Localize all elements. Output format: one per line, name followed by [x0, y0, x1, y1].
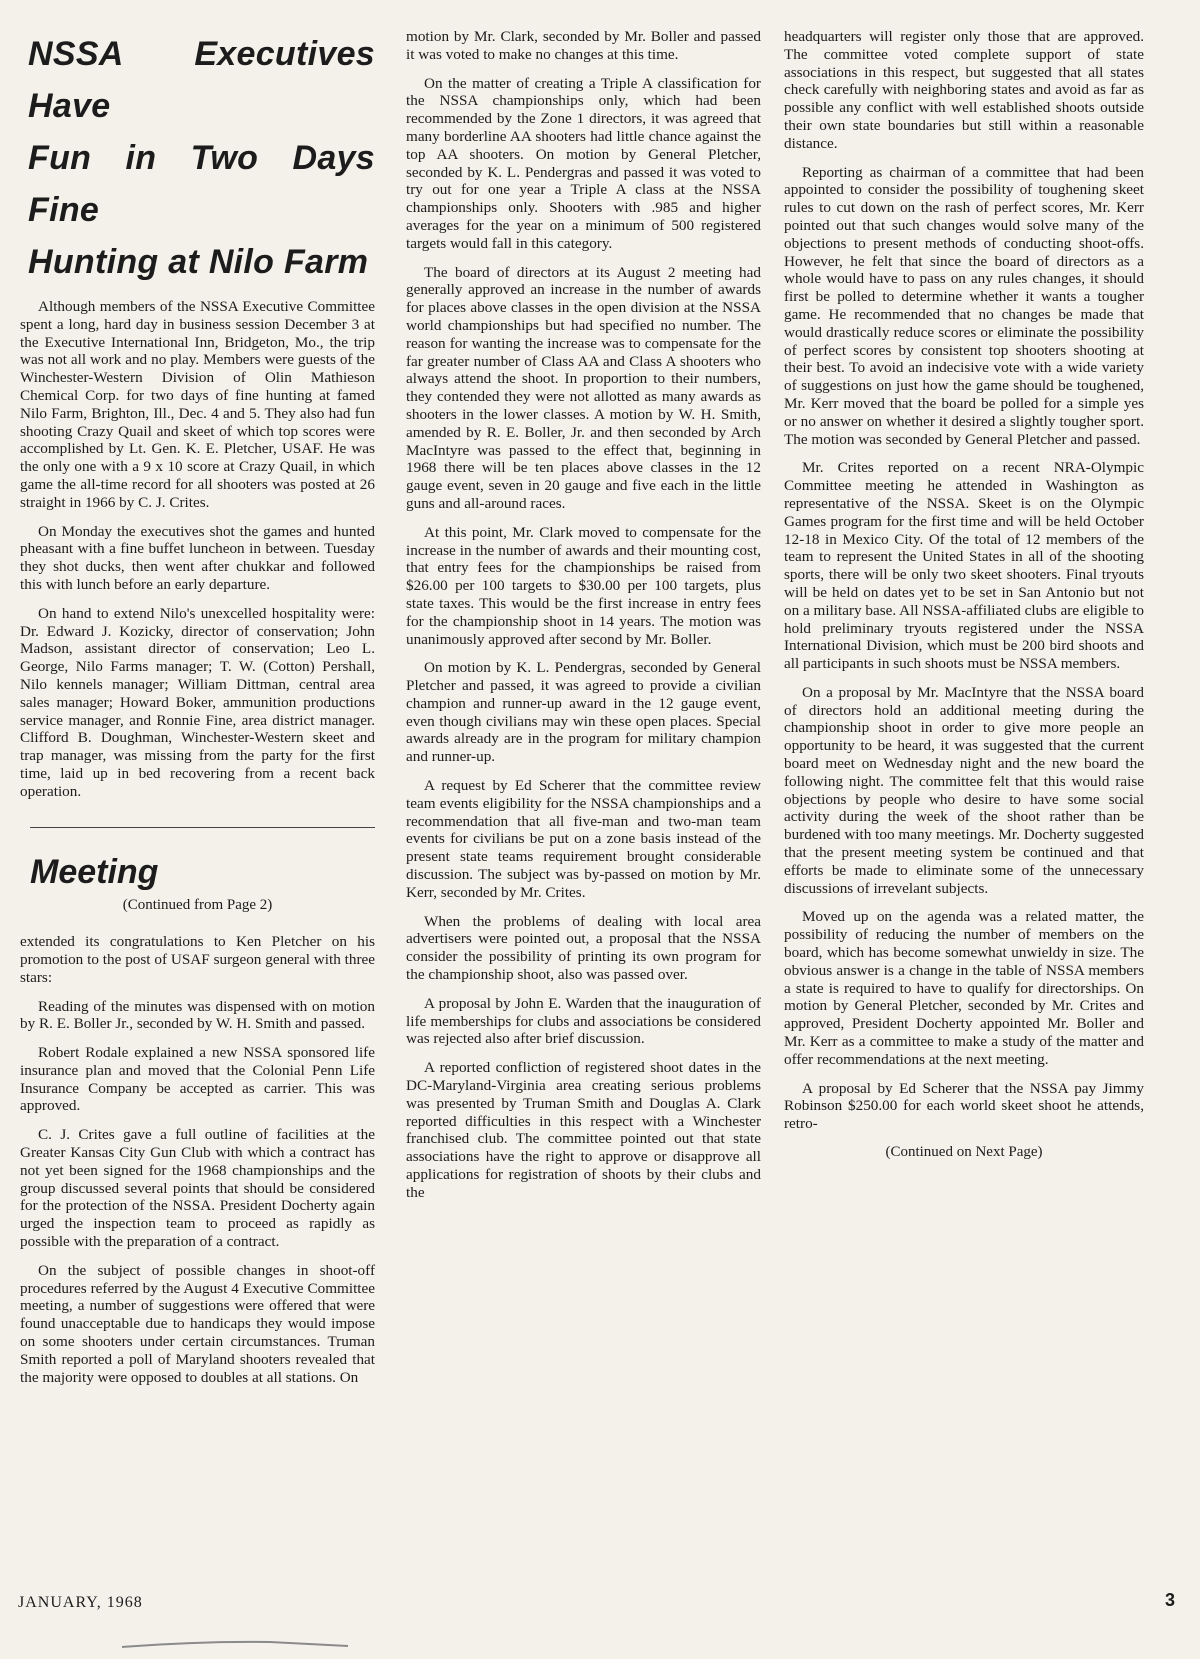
column-2 [406, 28, 761, 1213]
article-paragraph: A proposal by Ed Scherer that the NSSA pay Jimmy Robinson $250.00 for each world skeet shoot he attends, retro- [784, 1079, 1144, 1133]
column-1 [20, 28, 375, 1397]
article-paragraph: headquarters will register only those that are approved. The committee voted complete support of state associations in this respect, but suggested that all states check carefully with neighboring states and avoid as far as possible any conflict with well established shoots outside their own state boundaries but still within a reasonable distance. [784, 28, 1144, 152]
article-paragraph: motion by Mr. Clark, seconded by Mr. Boller and passed it was voted to make no changes at this time. [406, 28, 761, 63]
issue-date: JANUARY, 1968 [18, 1594, 143, 1611]
article-headline [28, 28, 375, 288]
section-divider [30, 827, 375, 828]
article-paragraph: On the matter of creating a Triple A classification for the NSSA championships only, which had been recommended by the Zone 1 directors, it was agreed that many borderline AA shooters had little chance against the top AA shooters. On motion by General Pletcher, seconded by K. L. Pendergras and passed it was voted to try out for one year a Triple A class at the NSSA championships only. Shooters with .985 and higher averages for the year on a minimum of 500 registered targets would fall in this category. [406, 74, 761, 252]
article-paragraph: At this point, Mr. Clark moved to compensate for the increase in the number of awards and their mounting cost, that entry fees for the championships be raised from $26.00 per 100 targets to $30.00 per 100 targets, plus state taxes. This would be the first increase in entry fees for the championship shoot in 14 years. The motion was unanimously approved after second by Mr. Boller. [406, 523, 761, 648]
article-paragraph: A reported confliction of registered shoot dates in the DC-Maryland-Virginia area creating serious problems was presented by Truman Smith and Douglas A. Clark reported difficulties in this respect with a Winchester franchised club. The committee pointed out that state associations have the right to approve or disapprove all applications for registration of shoots by their clubs and the [406, 1059, 761, 1201]
headline-line: Fun in Two Days Fine [28, 139, 375, 229]
continued-from-note: (Continued from Page 2) [122, 897, 273, 914]
article-paragraph: A proposal by John E. Warden that the inauguration of life memberships for clubs and associations be considered was rejected also after brief discussion. [406, 994, 761, 1048]
article-paragraph: When the problems of dealing with local area advertisers were pointed out, a proposal that the NSSA consider the possibility of printing its own program for the championship shoot, also was passed over. [406, 912, 761, 984]
article-paragraph: extended its congratulations to Ken Pletcher on his promotion to the post of USAF surgeon general with three stars: [20, 933, 375, 986]
scan-mark [120, 1640, 350, 1648]
article-paragraph: On Monday the executives shot the games and hunted pheasant with a fine buffet luncheon in between. Tuesday they shot ducks, then went after chukkar and followed this with lunch before an early departure. [20, 522, 375, 593]
page-number: 3 [1165, 1590, 1176, 1610]
meeting-heading: Meeting [30, 852, 159, 891]
article-paragraph: Robert Rodale explained a new NSSA sponsored life insurance plan and moved that the Colonial Penn Life Insurance Company be accepted as carrier. This was approved. [20, 1044, 375, 1115]
article-paragraph: On the subject of possible changes in shoot-off procedures referred by the August 4 Executive Committee meeting, a number of suggestions were offered that were found unacceptable due to handicaps they would impose on some shooters under certain circumstances. Truman Smith reported a poll of Maryland shooters revealed that the majority were opposed to doubles at all stations. On [20, 1261, 375, 1386]
continued-next-note: (Continued on Next Page) [885, 1144, 1043, 1161]
article-paragraph: On a proposal by Mr. MacIntyre that the NSSA board of directors hold an additional meeting during the championship shoot in order to give more people an opportunity to be heard, it was suggested that the current board meet on Wednesday night and the new board the following night. The committee felt that this would raise objections by people who desire to have some social activity during the week of the shoot rather than be burdened with too many meetings. Mr. Docherty suggested that the present meeting system be continued and that efforts be made to eliminate some of the unnecessary discussions of irrevelant subjects. [784, 683, 1144, 897]
headline-line: Hunting at Nilo Farm [28, 243, 369, 281]
article-paragraph: C. J. Crites gave a full outline of facilities at the Greater Kansas City Gun Club with which a contract has not yet been signed for the 1968 championships and the group discussed several points that should be considered for the protection of the NSSA. President Docherty again urged the inspection team to proceed as rapidly as possible with the preparation of a contract. [20, 1126, 375, 1251]
article-paragraph: Although members of the NSSA Executive Committee spent a long, hard day in business session December 3 at the Executive International Inn, Bridgeton, Mo., the trip was not all work and no play. Members were guests of the Winchester-Western Division of Olin Mathieson Chemical Corp. for two days of fine hunting at famed Nilo Farm, Brighton, Ill., Dec. 4 and 5. They also had fun shooting Crazy Quail and skeet of which top scores were accomplished by Lt. Gen. K. E. Pletcher, USAF. He was the only one with a 9 x 10 score at Crazy Quail, in which game the all-time record for all shooters was posted at 26 straight in 1966 by C. J. Crites. [20, 298, 375, 511]
article-paragraph: Reading of the minutes was dispensed with on motion by R. E. Boller Jr., seconded by W. H. Smith and passed. [20, 997, 375, 1033]
article-paragraph: The board of directors at its August 2 meeting had generally approved an increase in the number of awards for places above classes in the open division at the NSSA world championships but had specified no number. The reason for wanting the increase was to compensate for the far greater number of Class AA and Class A shooters who always attend the shoot. In proportion to their numbers, they contended they were not allotted as many awards as shooters in the lower classes. A motion by W. H. Smith, amended by R. E. Boller, Jr. and then seconded by Arch MacIntyre was passed to the effect that, beginning in 1968 there will be ten places above classes in the 12 gauge event, seven in 20 gauge and five each in the little guns and all-around races. [406, 263, 761, 512]
article-paragraph: Mr. Crites reported on a recent NRA-Olympic Committee meeting he attended in Washington as representative of the NSSA. Skeet is on the Olympic Games program for the first time and will be held October 12-18 in Mexico City. Of the total of 12 members of the team to represent the United States in all of the shooting sports, there will be only two skeet shooters. Final tryouts will be held on dates yet to be set in San Antonio but not on a military base. All NSSA-affiliated clubs are eligible to hold preliminary tryouts registered under the NSSA International Division, which must be 200 bird shoots and all participants in such shoots must be NSSA members. [784, 459, 1144, 673]
article-paragraph: Moved up on the agenda was a related matter, the possibility of reducing the number of members on the board, which has become somewhat unwieldy in size. The obvious answer is a change in the table of NSSA members a state is required to have to qualify for directorships. On motion by General Pletcher, seconded by Mr. Crites and approved, President Docherty appointed Mr. Boller and Mr. Kerr as a committee to make a study of the matter and offer recommendations at the next meeting. [784, 908, 1144, 1068]
article-paragraph: On hand to extend Nilo's unexcelled hospitality were: Dr. Edward J. Kozicky, director of conservation; John Madson, assistant director of conservation; Leo L. George, Nilo Farms manager; T. W. (Cotton) Pershall, Nilo kennels manager; William Dittman, central area sales manager; Howard Boker, ammunition productions service manager, and Ronnie Fine, area district manager. Clifford B. Doughman, Winchester-Western skeet and trap manager, was missing from the party for the first time, laid up in bed recovering from a recent back operation. [20, 604, 375, 800]
article-paragraph: Reporting as chairman of a committee that had been appointed to consider the possibility of toughening skeet rules to cut down on the rash of perfect scores, Mr. Kerr pointed out that such changes would solve many of the objections to present methods of conducting shoot-offs. However, he felt that since the board of directors as a whole would have to pass on any rules changes, it should first be polled to determine whether it wants a tougher game. He recommended that no changes be made that would drastically reduce scores or eliminate the possibility of perfect scores by consistent top shooters shooting at their best. To avoid an indecisive vote with a wide variety of suggestions on just how the game should be toughened, Mr. Kerr moved that the board be polled for a simple yes or no answer on whether it desired a slightly tougher sport. The motion was seconded by General Pletcher and passed. [784, 163, 1144, 448]
column-3 [784, 28, 1144, 1162]
article-paragraph: A request by Ed Scherer that the committee review team events eligibility for the NSSA championships and a recommendation that all five-man and two-man team events for civilians be put on a zone basis instead of the present state teams requirement brought considerable discussion. The subject was by-passed on motion by Mr. Kerr, seconded by Mr. Crites. [406, 777, 761, 901]
article-paragraph: On motion by K. L. Pendergras, seconded by General Pletcher and passed, it was agreed to provide a civilian champion and runner-up award in the 12 gauge event, even though civilians may win these open places. Special awards already are in the program for military champion and runner-up. [406, 659, 761, 766]
headline-line: NSSA Executives Have [28, 35, 375, 125]
